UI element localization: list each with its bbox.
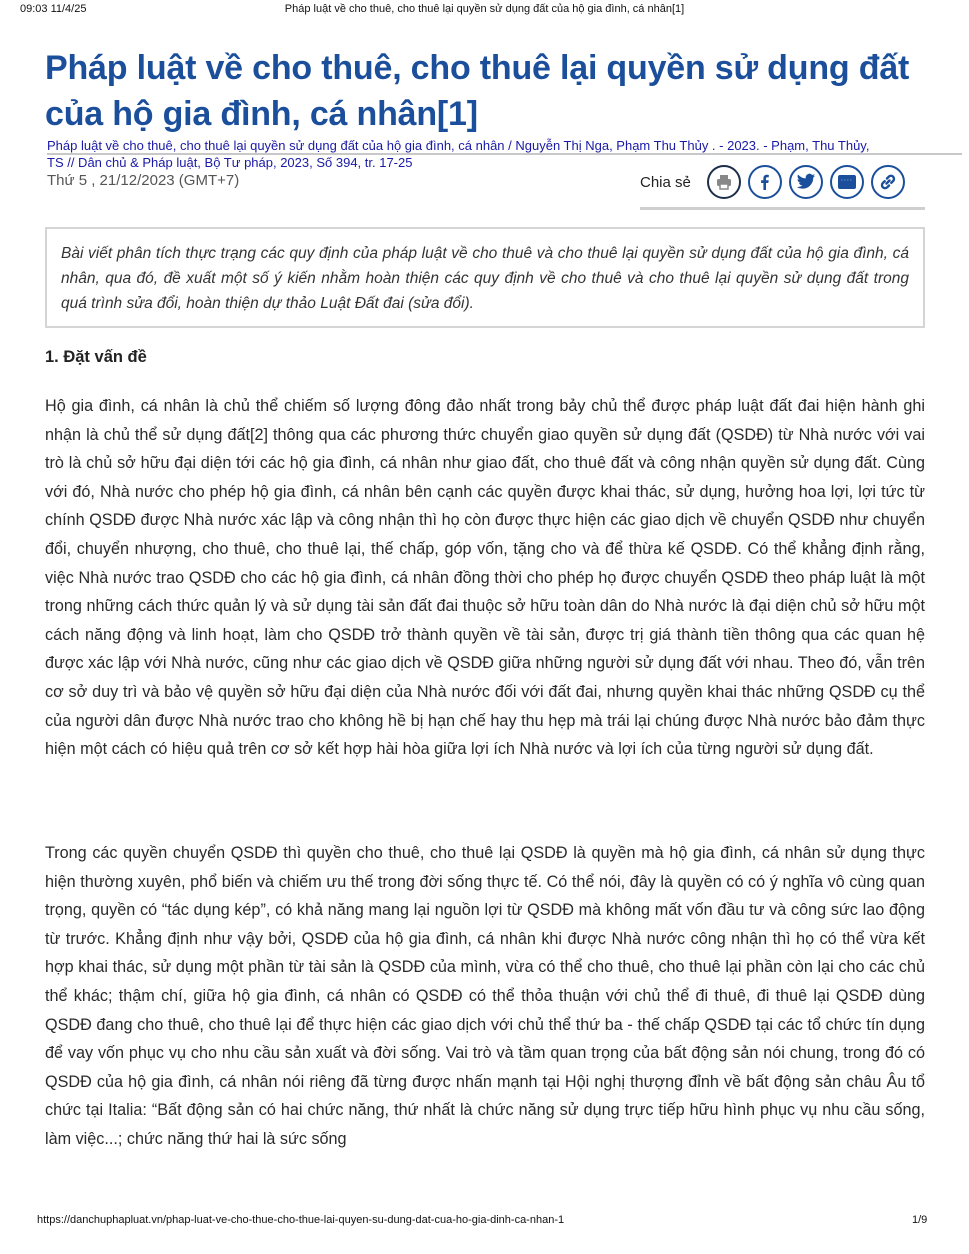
citation-source-link[interactable]: TS // Dân chủ & Pháp luật, Bộ Tư pháp, 2023, Số 394, tr. 17-25 — [47, 155, 413, 170]
page-url: https://danchuphapluat.vn/phap-luat-ve-cho-thue-cho-thue-lai-quyen-su-dung-dat-cua-ho-gia-dinh-ca-nhan-1 — [37, 1214, 565, 1226]
publish-date: Thứ 5 , 21/12/2023 (GMT+7) — [47, 172, 240, 189]
facebook-share-button[interactable] — [748, 165, 782, 199]
copy-link-button[interactable] — [871, 165, 905, 199]
section-heading: 1. Đặt vấn đề — [45, 348, 147, 366]
article-title: Pháp luật về cho thuê, cho thuê lại quyền sử dụng đất của hộ gia đình, cá nhân[1] — [45, 49, 910, 133]
body-paragraph: Hộ gia đình, cá nhân là chủ thể chiếm số lượng đông đảo nhất trong bảy chủ thể được pháp luật đất đai hiện hành ghi nhận là chủ thể sử dụng đất[2] thông qua các phương thức chuyển giao quyền sử dụng đất (QSDĐ) từ Nhà nước với vai trò là chủ sở hữu đại diện tới các hộ gia đình, cá nhân như giao đất, cho thuê đất và công nhận quyền sử dụng đất. Cùng với đó, Nhà nước cho phép hộ gia đình, cá nhân bên cạnh các quyền được khai thác, sử dụng, hưởng hoa lợi, lợi tức từ chính QSDĐ được Nhà nước xác lập và công nhận thì họ còn được thực hiện các giao dịch về chuyển QSDĐ như chuyển đổi, chuyển nhượng, cho thuê, cho thuê lại, thế chấp, góp vốn, tặng cho và để thừa kế QSDĐ. Có thể khẳng định rằng, việc Nhà nước trao QSDĐ cho các hộ gia đình, cá nhân đồng thời cho phép họ được chuyển QSDĐ theo pháp luật là một trong những cách thức quản lý và sử dụng tài sản đất đai thuộc sở hữu toàn dân do Nhà nước là đại diện chủ sở hữu một cách năng động và linh hoạt, làm cho QSDĐ trở thành quyền về tài sản, được trị giá thành tiền thông qua các quan hệ được xác lập với Nhà nước, cũng như các giao dịch về QSDĐ giữa những người sử dụng đất với nhau. Theo đó, vẫn trên cơ sở duy trì và bảo vệ quyền sở hữu đại diện của Nhà nước đối với đất đai, nhưng quyền khai thác những QSDĐ cụ thể của người dân được Nhà nước trao cho không hề bị hạn chế hay thu hẹp mà trái lại chúng được Nhà nước bảo đảm thực hiện một cách có hiệu quả trên cơ sở kết hợp hài hòa giữa lợi ích Nhà nước và lợi ích của từng người sử dụng đất. — [45, 397, 925, 759]
facebook-icon — [756, 173, 774, 191]
print-icon — [715, 173, 733, 191]
print-header — [0, 0, 969, 20]
email-share-button[interactable] — [830, 165, 864, 199]
article-abstract: Bài viết phân tích thực trạng các quy định của pháp luật về cho thuê và cho thuê lại quyền sử dụng đất của hộ gia đình, cá nhân, qua đó, đề xuất một số ý kiến nhằm hoàn thiện các quy định về cho thuê và cho thuê lại quyền sử dụng đất trong quá trình sửa đổi, hoàn thiện dự thảo Luật Đất đai (sửa đổi). — [45, 227, 925, 328]
body-paragraph: Trong các quyền chuyển QSDĐ thì quyền cho thuê, cho thuê lại QSDĐ là quyền mà hộ gia đình, cá nhân sử dụng thực hiện thường xuyên, phổ biến và chiếm ưu thế trong đời sống thực tế. Có thể nói, đây là quyền có có ý nghĩa vô cùng quan trọng, quyền có “tác dụng kép”, có khả năng mang lại nguồn lợi từ QSDĐ mà không mất vốn đầu tư và công sức lao động từ trước. Khẳng định như vậy bởi, QSDĐ của hộ gia đình, cá nhân khi được Nhà nước công nhận thì họ có thể vừa kết hợp khai thác, sử dụng một phần từ tài sản là QSDĐ của mình, vừa có thể cho thuê, cho thuê lại phần còn lại cho các chủ thể khác; thậm chí, giữa hộ gia đình, cá nhân có QSDĐ có thể thỏa thuận với chủ thể đi thuê, đi thuê lại QSDĐ dùng QSDĐ đang cho thuê, cho thuê lại để thực hiện các giao dịch với chủ thể thứ ba - thế chấp QSDĐ tại các tổ chức tín dụng để vay vốn phục vụ cho nhu cầu sản xuất và đời sống. Vai trò và tầm quan trọng của bất động sản nói chung, trong đó có QSDĐ của hộ gia đình, cá nhân nói riêng đã từng được nhấn mạnh tại Hội nghị thượng đỉnh về bất động sản châu Âu tổ chức tại Italia: “Bất động sản có hai chức năng, thứ nhất là chức năng sử dụng trực tiếp hữu hình phục vụ nhu cầu sống, làm việc...; chức năng thứ hai là sức sống — [45, 844, 925, 1148]
link-icon — [878, 172, 898, 192]
twitter-share-button[interactable] — [789, 165, 823, 199]
print-button[interactable] — [707, 165, 741, 199]
print-time: 09:03 11/4/25 — [20, 3, 87, 15]
citation-link[interactable]: Pháp luật về cho thuê, cho thuê lại quyền sử dụng đất của hộ gia đình, cá nhân / Nguyễn Thị Nga, Phạm Thu Thủy . - 2023. - Phạm, Thu Thủy, — [47, 138, 962, 155]
print-doc-title: Pháp luật về cho thuê, cho thuê lại quyền sử dụng đất của hộ gia đình, cá nhân[1] — [284, 3, 685, 15]
share-bar — [640, 163, 912, 201]
share-label: Chia sẻ — [640, 173, 691, 191]
email-icon — [837, 174, 857, 190]
twitter-icon — [796, 173, 816, 191]
page-number: 1/9 — [912, 1214, 928, 1226]
share-divider — [640, 207, 925, 210]
